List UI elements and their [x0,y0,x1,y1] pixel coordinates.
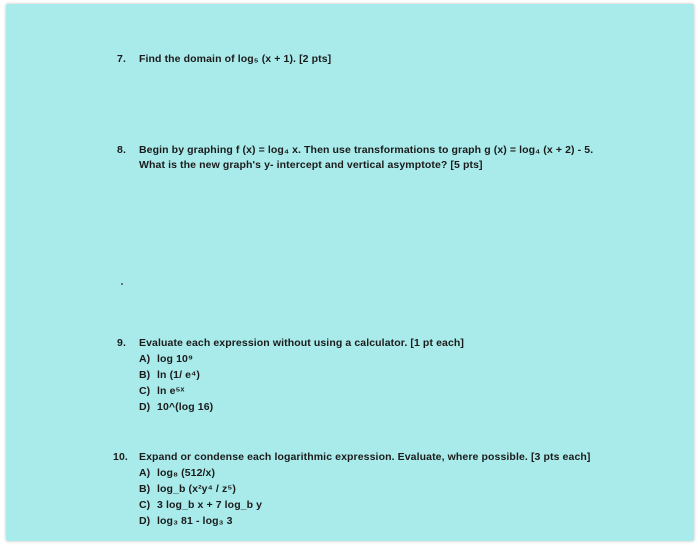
sub-item-expr: log 10⁹ [157,353,194,365]
sub-item-expr: ln (1/ e⁴) [157,369,200,381]
question-7 [117,52,331,67]
question-10 [113,450,591,529]
sub-item-expr: 3 log_b x + 7 log_b y [157,499,263,511]
sub-item [113,481,591,497]
stray-mark [121,283,123,285]
sub-item [113,497,591,513]
sub-item-expr: log_b (x²y⁴ / z⁵) [157,483,236,495]
question-text-line-1: Begin by graphing f (x) = log₄ x. Then use transformations to graph g (x) = log₄ (x + 2) - 5. [139,144,594,156]
sub-item-expr: log₈ (512/x) [157,467,216,479]
sub-item-label: D) [139,401,151,413]
question-number: 7. [117,53,126,65]
question-text: Expand or condense each logarithmic expression. Evaluate, where possible. [3 pts each] [139,451,591,463]
sub-item-expr: 10^(log 16) [157,401,214,413]
question-text: Evaluate each expression without using a calculator. [1 pt each] [139,337,464,349]
question-number: 10. [113,451,128,463]
question-8 [117,143,593,173]
sub-item [117,383,464,399]
sub-item-label: C) [139,385,151,397]
sub-item-label: B) [139,369,151,381]
question-number: 9. [117,337,126,349]
sub-item-expr: log₃ 81 - log₃ 3 [157,515,233,527]
question-text-line-2: What is the new graph's y- intercept and vertical asymptote? [5 pts] [139,159,483,171]
sub-item-label: D) [139,515,151,527]
question-number: 8. [117,144,126,156]
sub-item-expr: ln e⁵ˣ [157,385,185,397]
sub-item [117,399,464,415]
sub-item [117,367,464,383]
sub-item [117,351,464,367]
question-9 [117,336,464,415]
sub-item [113,465,591,481]
sub-item-label: C) [139,499,151,511]
sub-item [113,513,591,529]
sub-item-label: A) [139,467,151,479]
sub-item-label: A) [139,353,151,365]
question-text: Find the domain of log₅ (x + 1). [2 pts] [139,53,332,65]
sub-item-label: B) [139,483,151,495]
